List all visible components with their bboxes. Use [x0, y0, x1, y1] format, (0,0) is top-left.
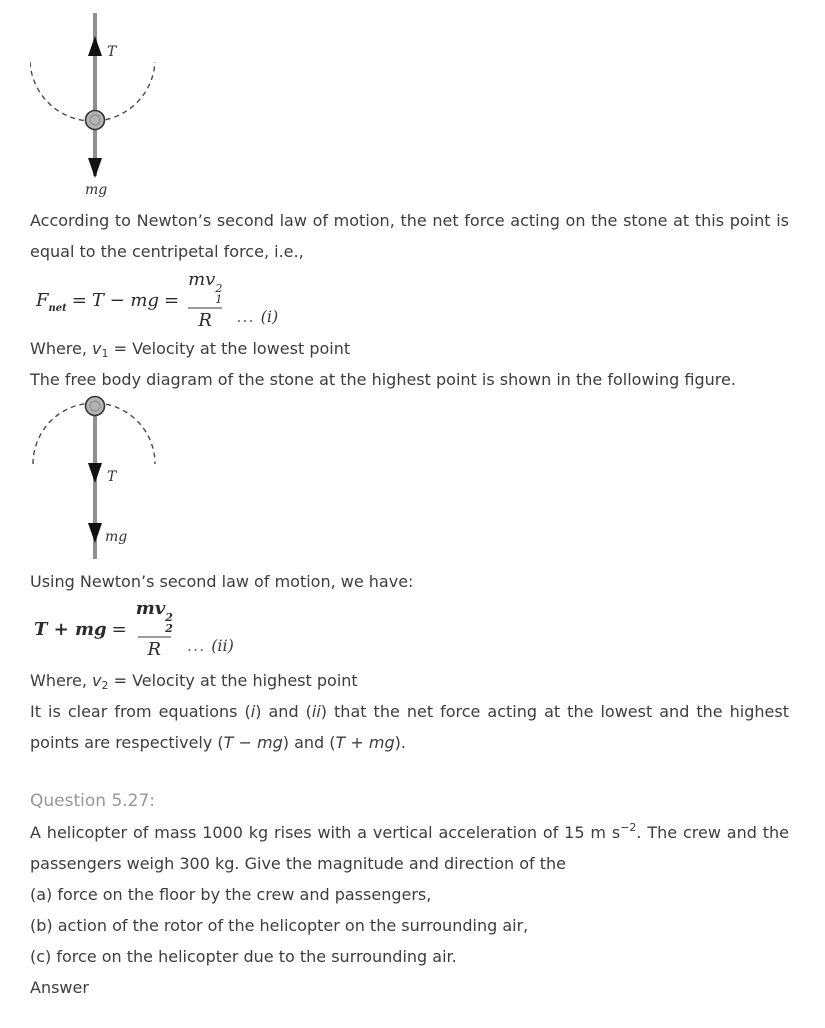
eq2-lhs: T + mg — [34, 618, 107, 640]
line-using-newton: Using Newton’s second law of motion, we have: — [30, 572, 414, 591]
eq-ref-ii: ii — [311, 702, 321, 721]
eq1-num-subscript: 1 — [215, 292, 223, 306]
stone-icon — [86, 111, 105, 130]
v1-variable: v — [92, 339, 102, 358]
weight-label: mg — [85, 182, 108, 198]
eq1-lhs: $F_{net}$ — [36, 289, 67, 314]
answer-label: Answer — [30, 978, 89, 997]
figure-lowest-point — [30, 8, 220, 200]
eq1-lhs-subscript: net — [48, 302, 67, 314]
eq2-num-subscript: 2 — [165, 621, 173, 635]
line-where-v2: Where, $v_2$ = Velocity at the highest point — [30, 671, 358, 692]
eq1-numerator: mv 2 1 — [188, 268, 223, 306]
eq2-num-superscript: 2 — [165, 610, 173, 624]
eq-ref-i: i — [250, 702, 256, 721]
net-force-highest: T + mg — [335, 733, 395, 752]
eq1-denominator: R — [188, 307, 222, 331]
question-header: Question 5.27: — [30, 791, 156, 811]
question-item-a: (a) force on the floor by the crew and passengers, — [30, 885, 432, 904]
question-item-c: (c) force on the helicopter due to the surrounding air. — [30, 947, 457, 966]
tension-label: T — [107, 469, 117, 485]
stone-icon — [86, 397, 105, 416]
tension-arrow-down-icon — [88, 463, 102, 483]
weight-arrow-down-icon — [88, 523, 102, 543]
eq2-fraction — [132, 599, 177, 660]
eq1-tag: ... (i) — [236, 307, 279, 326]
weight-arrow-down-icon — [88, 158, 102, 178]
tension-arrow-up-icon — [88, 36, 102, 56]
tension-label: T — [107, 44, 117, 60]
eq2-numerator: mv 2 2 — [135, 597, 173, 635]
eq1-middle-term: T − mg — [91, 289, 159, 311]
paragraph-newton-second-law: According to Newton’s second law of motion, the net force acting on the stone at this point is equal to the centripetal force, i.e., — [30, 211, 789, 261]
eq1-fraction — [184, 270, 226, 331]
figure-highest-point — [30, 395, 220, 563]
eq1-equals-sign: = — [71, 289, 87, 311]
v2-variable: v — [92, 671, 102, 690]
equation-ii — [34, 599, 789, 659]
equation-i — [36, 270, 789, 330]
v2-subscript: 2 — [101, 679, 109, 692]
weight-label: mg — [105, 529, 128, 545]
question-item-b: (b) action of the rotor of the helicopter on the surrounding air, — [30, 916, 529, 935]
eq2-tag: ... (ii) — [186, 636, 234, 655]
eq2-denominator: R — [138, 636, 172, 660]
eq2-equals-sign: = — [111, 618, 127, 640]
eq1-equals-sign-2: = — [163, 289, 180, 311]
line-free-body-diagram: The free body diagram of the stone at the highest point is shown in the following figure. — [30, 370, 736, 389]
paragraph-conclusion: It is clear from equations (i) and (ii) that the net force acting at the lowest and the highest points are respectively (T − mg) and (T + mg). — [30, 702, 790, 752]
line-where-v1: Where, $v_1$ = Velocity at the lowest point — [30, 339, 351, 360]
exponent-minus-2: −2 — [620, 821, 637, 834]
net-force-lowest: T − mg — [223, 733, 283, 752]
v1-subscript: 1 — [101, 347, 109, 360]
eq1-num-superscript: 2 — [215, 281, 223, 295]
paragraph-question: A helicopter of mass 1000 kg rises with a vertical acceleration of 15 m $s^{-2}$. The crew and the passengers weigh 300 kg. Give the magnitude and direction of the — [30, 821, 790, 873]
